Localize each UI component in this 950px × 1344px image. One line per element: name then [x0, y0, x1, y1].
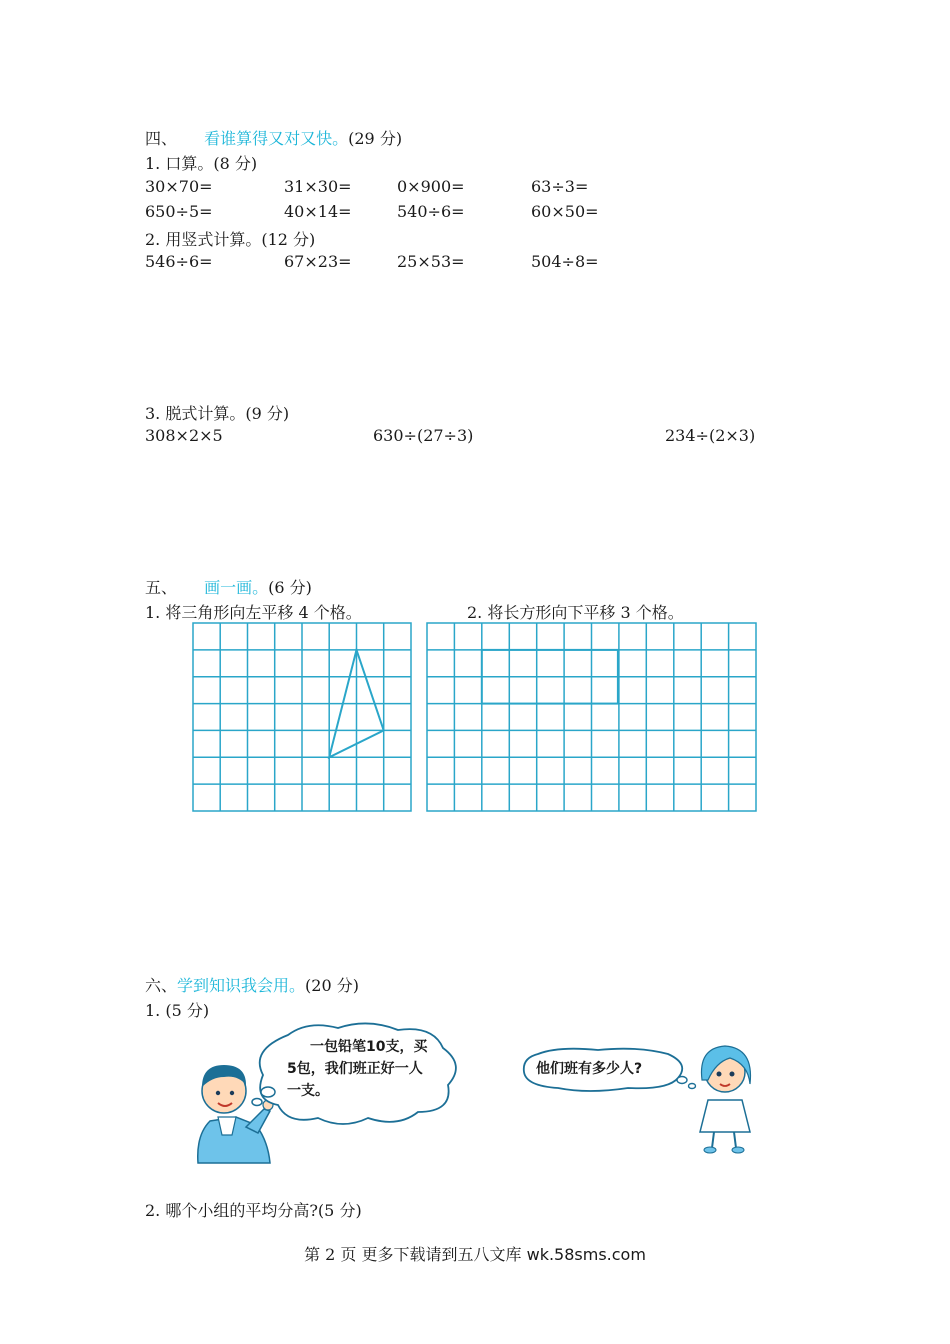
- section4-heading: [145, 126, 402, 149]
- section6-heading: [145, 973, 359, 996]
- footer-text: 第 2 页 更多下载请到五八文库: [304, 1245, 527, 1264]
- vertical-calc-item: 25×53=: [397, 252, 465, 271]
- oral-calc-item: 650÷5=: [145, 202, 213, 221]
- triangle-grid: [192, 622, 414, 814]
- vertical-calc-item: 546÷6=: [145, 252, 213, 271]
- oral-calc-item: 31×30=: [284, 177, 352, 196]
- section5-title: 画一画。: [204, 578, 269, 597]
- q4-3-label: 3. 脱式计算。(9 分): [145, 404, 290, 423]
- q5-1-label: 1. 将三角形向左平移 4 个格。: [145, 603, 362, 622]
- section4-number: 四、: [145, 129, 178, 148]
- rectangle-grid: [426, 622, 758, 814]
- oral-calc-item: 0×900=: [397, 177, 465, 196]
- section6-score: (20 分): [305, 976, 359, 995]
- girl-illustration: [690, 1040, 760, 1155]
- vertical-calc-item: 67×23=: [284, 252, 352, 271]
- section5-number: 五、: [145, 578, 178, 597]
- boy-speech-line: 一支。: [287, 1083, 329, 1099]
- section6-title: 学到知识我会用。: [177, 976, 306, 995]
- oral-calc-item: 540÷6=: [397, 202, 465, 221]
- q6-1-label: 1. (5 分): [145, 1001, 210, 1020]
- q4-1-label: 1. 口算。(8 分): [145, 154, 258, 173]
- section4-title: 看谁算得又对又快。: [204, 129, 349, 148]
- section4-score: (29 分): [348, 129, 403, 148]
- oral-calc-item: 63÷3=: [531, 177, 589, 196]
- step-calc-item: 308×2×5: [145, 426, 223, 445]
- page-footer: [0, 1242, 950, 1265]
- oral-calc-item: 30×70=: [145, 177, 213, 196]
- section5-heading: [145, 575, 312, 598]
- step-calc-item: 630÷(27÷3): [373, 426, 474, 445]
- q5-2-label: 2. 将长方形向下平移 3 个格。: [467, 603, 684, 622]
- oral-calc-item: 40×14=: [284, 202, 352, 221]
- oral-calc-item: 60×50=: [531, 202, 599, 221]
- q4-2-label: 2. 用竖式计算。(12 分): [145, 230, 316, 249]
- boy-speech-line: 一包铅笔10支，买: [310, 1039, 428, 1055]
- boy-speech-line: 5包，我们班正好一人: [287, 1061, 423, 1077]
- step-calc-item: 234÷(2×3): [665, 426, 756, 445]
- vertical-calc-item: 504÷8=: [531, 252, 599, 271]
- section6-number: 六、: [145, 976, 178, 995]
- footer-site-link[interactable]: wk.58sms.com: [526, 1245, 646, 1264]
- girl-speech-text: 他们班有多少人?: [536, 1061, 643, 1077]
- q6-2-label: 2. 哪个小组的平均分高?(5 分): [145, 1201, 362, 1220]
- section5-score: (6 分): [268, 578, 312, 597]
